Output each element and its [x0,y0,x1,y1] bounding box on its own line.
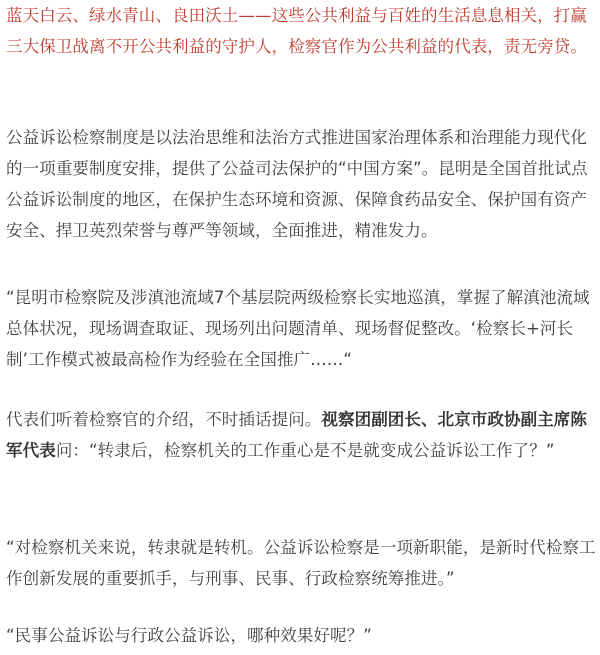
paragraph-followup-question: “民事公益诉讼与行政公益诉讼，哪种效果好呢？” [6,626,372,645]
lead-paragraph: 蓝天白云、绿水青山、良田沃土——这些公共利益与百姓的生活息息相关，打赢三大保卫战离不开公共利益的守护人，检察官作为公共利益的代表，责无旁贷。 [6,6,587,56]
question-text: 问：“转隶后，检察机关的工作重心是不是就变成公益诉讼工作了？” [55,441,555,460]
paragraph-answer: “对检察机关来说，转隶就是转机。公益诉讼检察是一项新职能，是新时代检察工作创新发展的重要抓手，与刑事、民事、行政检察统筹推进。” [6,538,596,588]
paragraph-quote-kunming: “昆明市检察院及涉滇池流域7个基层院两级检察长实地巡滇，掌握了解滇池流域总体状况，现场调查取证、现场列出问题清单、现场督促整改。‘检察长+河长制’工作模式被最高检作为经验在全国推广……“ [6,288,590,369]
paragraph-system-intro: 公益诉讼检察制度是以法治思维和法治方式推进国家治理体系和治理能力现代化的一项重要制度安排，提供了公益司法保护的“中国方案”。昆明是全国首批试点公益诉讼制度的地区，在保护生态环境和资源、保障食药品安全、保护国有资产安全、捍卫英烈荣誉与尊严等领域，全面推进，精准发力。 [6,128,588,240]
paragraph-delegate-question [0,404,600,466]
question-intro-text: 代表们听着检察官的介绍，不时插话提问。 [6,410,322,429]
delegate-name: 视察团副团长、北京市政协副主席陈军代表 [6,410,588,460]
